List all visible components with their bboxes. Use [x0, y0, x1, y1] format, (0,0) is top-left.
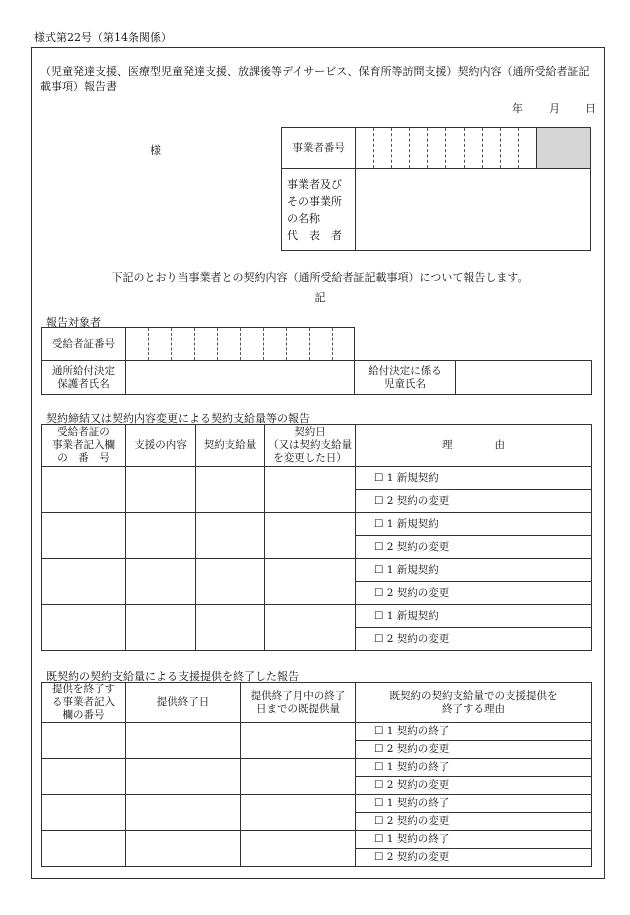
checkbox-contract-end[interactable]: ☐ 1 契約の終了: [356, 723, 592, 741]
table-row: [42, 513, 592, 536]
checkbox-contract-end[interactable]: ☐ 1 契約の終了: [356, 759, 592, 777]
provider-number-digit[interactable]: [446, 128, 464, 169]
intro-statement: 下記のとおり当事業者との契約内容（通所受給者証記載事項）について報告します。: [111, 271, 529, 284]
contract-cell-support[interactable]: [126, 605, 196, 651]
recipient-suffix: 様: [150, 144, 161, 157]
cert-number-table: [41, 327, 355, 361]
contract-cell-amount[interactable]: [196, 513, 265, 559]
guardian-child-table: [41, 360, 592, 395]
contract-col-date: 契約日 （又は契約支給量 を変更した日）: [265, 425, 356, 467]
cert-number-digit[interactable]: [333, 328, 355, 361]
cert-number-digit[interactable]: [264, 328, 287, 361]
form-number-label: 様式第22号（第14条関係）: [34, 31, 172, 44]
termination-heading: 既契約の契約支給量による支援提供を終了した報告: [46, 670, 299, 683]
checkbox-new-contract[interactable]: ☐ 1 新規契約: [356, 467, 592, 490]
checkbox-contract-change[interactable]: ☐ 2 契約の変更: [356, 813, 592, 831]
table-row: [42, 759, 592, 777]
termination-cell-provided[interactable]: [241, 795, 356, 831]
ki-label: 記: [314, 291, 326, 304]
checkbox-contract-change[interactable]: ☐ 2 契約の変更: [356, 849, 592, 867]
termination-cell-number[interactable]: [42, 759, 126, 795]
date-month: 月: [549, 102, 560, 115]
provider-name-label: 事業者及び その事業所 の名称 代 表 者: [282, 169, 356, 251]
contract-cell-date[interactable]: [265, 467, 356, 513]
checkbox-new-contract[interactable]: ☐ 1 新規契約: [356, 605, 592, 628]
checkbox-contract-change[interactable]: ☐ 2 契約の変更: [356, 777, 592, 795]
provider-name-field[interactable]: [356, 169, 591, 251]
contract-cell-amount[interactable]: [196, 605, 265, 651]
provider-number-label: 事業者番号: [282, 128, 356, 169]
subject-heading: 報告対象者: [46, 316, 101, 329]
provider-number-digit[interactable]: [482, 128, 500, 169]
table-row: [42, 559, 592, 582]
provider-number-digit[interactable]: [428, 128, 446, 169]
document-title: （児童発達支援、医療型児童発達支援、放課後等デイサービス、保育所等訪問支援）契約内容（通所受給者証記載事項）報告書: [40, 65, 590, 93]
cert-number-digit[interactable]: [149, 328, 172, 361]
termination-table: [41, 682, 592, 867]
checkbox-contract-change[interactable]: ☐ 2 契約の変更: [356, 536, 592, 559]
cert-number-digit[interactable]: [241, 328, 264, 361]
date-day: 日: [585, 102, 596, 115]
checkbox-contract-change[interactable]: ☐ 2 契約の変更: [356, 582, 592, 605]
date-year: 年: [512, 102, 523, 115]
contract-cell-cert[interactable]: [42, 513, 126, 559]
contract-cell-support[interactable]: [126, 467, 196, 513]
contract-cell-date[interactable]: [265, 513, 356, 559]
table-row: [42, 795, 592, 813]
contract-col-amount: 契約支給量: [196, 425, 265, 467]
checkbox-contract-end[interactable]: ☐ 1 契約の終了: [356, 795, 592, 813]
termination-cell-end-date[interactable]: [126, 795, 241, 831]
contract-cell-support[interactable]: [126, 513, 196, 559]
cert-number-label: 受給者証番号: [42, 328, 126, 361]
checkbox-contract-change[interactable]: ☐ 2 契約の変更: [356, 741, 592, 759]
contract-cell-cert[interactable]: [42, 559, 126, 605]
contract-cell-cert[interactable]: [42, 605, 126, 651]
checkbox-new-contract[interactable]: ☐ 1 新規契約: [356, 559, 592, 582]
cert-number-digit[interactable]: [172, 328, 195, 361]
table-row: [42, 723, 592, 741]
contract-col-cert-number: 受給者証の 事業者記入欄 の 番 号: [42, 425, 126, 467]
cert-number-digit[interactable]: [195, 328, 218, 361]
checkbox-contract-change[interactable]: ☐ 2 契約の変更: [356, 490, 592, 513]
checkbox-contract-end[interactable]: ☐ 1 契約の終了: [356, 831, 592, 849]
provider-table: [281, 127, 591, 251]
termination-col-end-date: 提供終了日: [126, 683, 241, 723]
guardian-name-label: 通所給付決定 保護者氏名: [42, 361, 126, 395]
child-name-label: 給付決定に係る 児童氏名: [355, 361, 456, 395]
termination-cell-number[interactable]: [42, 795, 126, 831]
termination-cell-end-date[interactable]: [126, 831, 241, 867]
contract-cell-amount[interactable]: [196, 559, 265, 605]
termination-col-reason: 既契約の契約支給量での支援提供を 終了する理由: [356, 683, 592, 723]
provider-number-digit[interactable]: [374, 128, 392, 169]
contract-col-reason: 理 由: [356, 425, 592, 467]
contract-cell-cert[interactable]: [42, 467, 126, 513]
termination-col-provided-amount: 提供終了月中の終了 日までの既提供量: [241, 683, 356, 723]
provider-number-shaded-cell: [536, 128, 590, 169]
termination-cell-end-date[interactable]: [126, 759, 241, 795]
termination-cell-provided[interactable]: [241, 831, 356, 867]
cert-number-digit[interactable]: [310, 328, 333, 361]
provider-number-digit[interactable]: [410, 128, 428, 169]
termination-cell-number[interactable]: [42, 723, 126, 759]
termination-cell-provided[interactable]: [241, 723, 356, 759]
termination-col-number: 提供を終了す る事業者記入 欄の番号: [42, 683, 126, 723]
contract-cell-amount[interactable]: [196, 467, 265, 513]
table-row: [42, 605, 592, 628]
contract-cell-date[interactable]: [265, 559, 356, 605]
cert-number-digit[interactable]: [218, 328, 241, 361]
cert-number-digit[interactable]: [126, 328, 149, 361]
provider-number-digit[interactable]: [356, 128, 374, 169]
provider-number-digit[interactable]: [392, 128, 410, 169]
checkbox-contract-change[interactable]: ☐ 2 契約の変更: [356, 628, 592, 651]
provider-number-digit[interactable]: [500, 128, 518, 169]
table-row: [42, 831, 592, 849]
provider-number-digit[interactable]: [518, 128, 536, 169]
termination-cell-end-date[interactable]: [126, 723, 241, 759]
contract-cell-support[interactable]: [126, 559, 196, 605]
contract-col-support: 支援の内容: [126, 425, 196, 467]
cert-number-digit[interactable]: [287, 328, 310, 361]
termination-cell-number[interactable]: [42, 831, 126, 867]
guardian-name-field[interactable]: [126, 361, 355, 395]
contract-table: [41, 424, 592, 651]
provider-number-digit[interactable]: [464, 128, 482, 169]
contract-cell-date[interactable]: [265, 605, 356, 651]
table-row: [42, 467, 592, 490]
contract-heading: 契約締結又は契約内容変更による契約支給量等の報告: [46, 412, 310, 425]
checkbox-new-contract[interactable]: ☐ 1 新規契約: [356, 513, 592, 536]
child-name-field[interactable]: [456, 361, 592, 395]
termination-cell-provided[interactable]: [241, 759, 356, 795]
